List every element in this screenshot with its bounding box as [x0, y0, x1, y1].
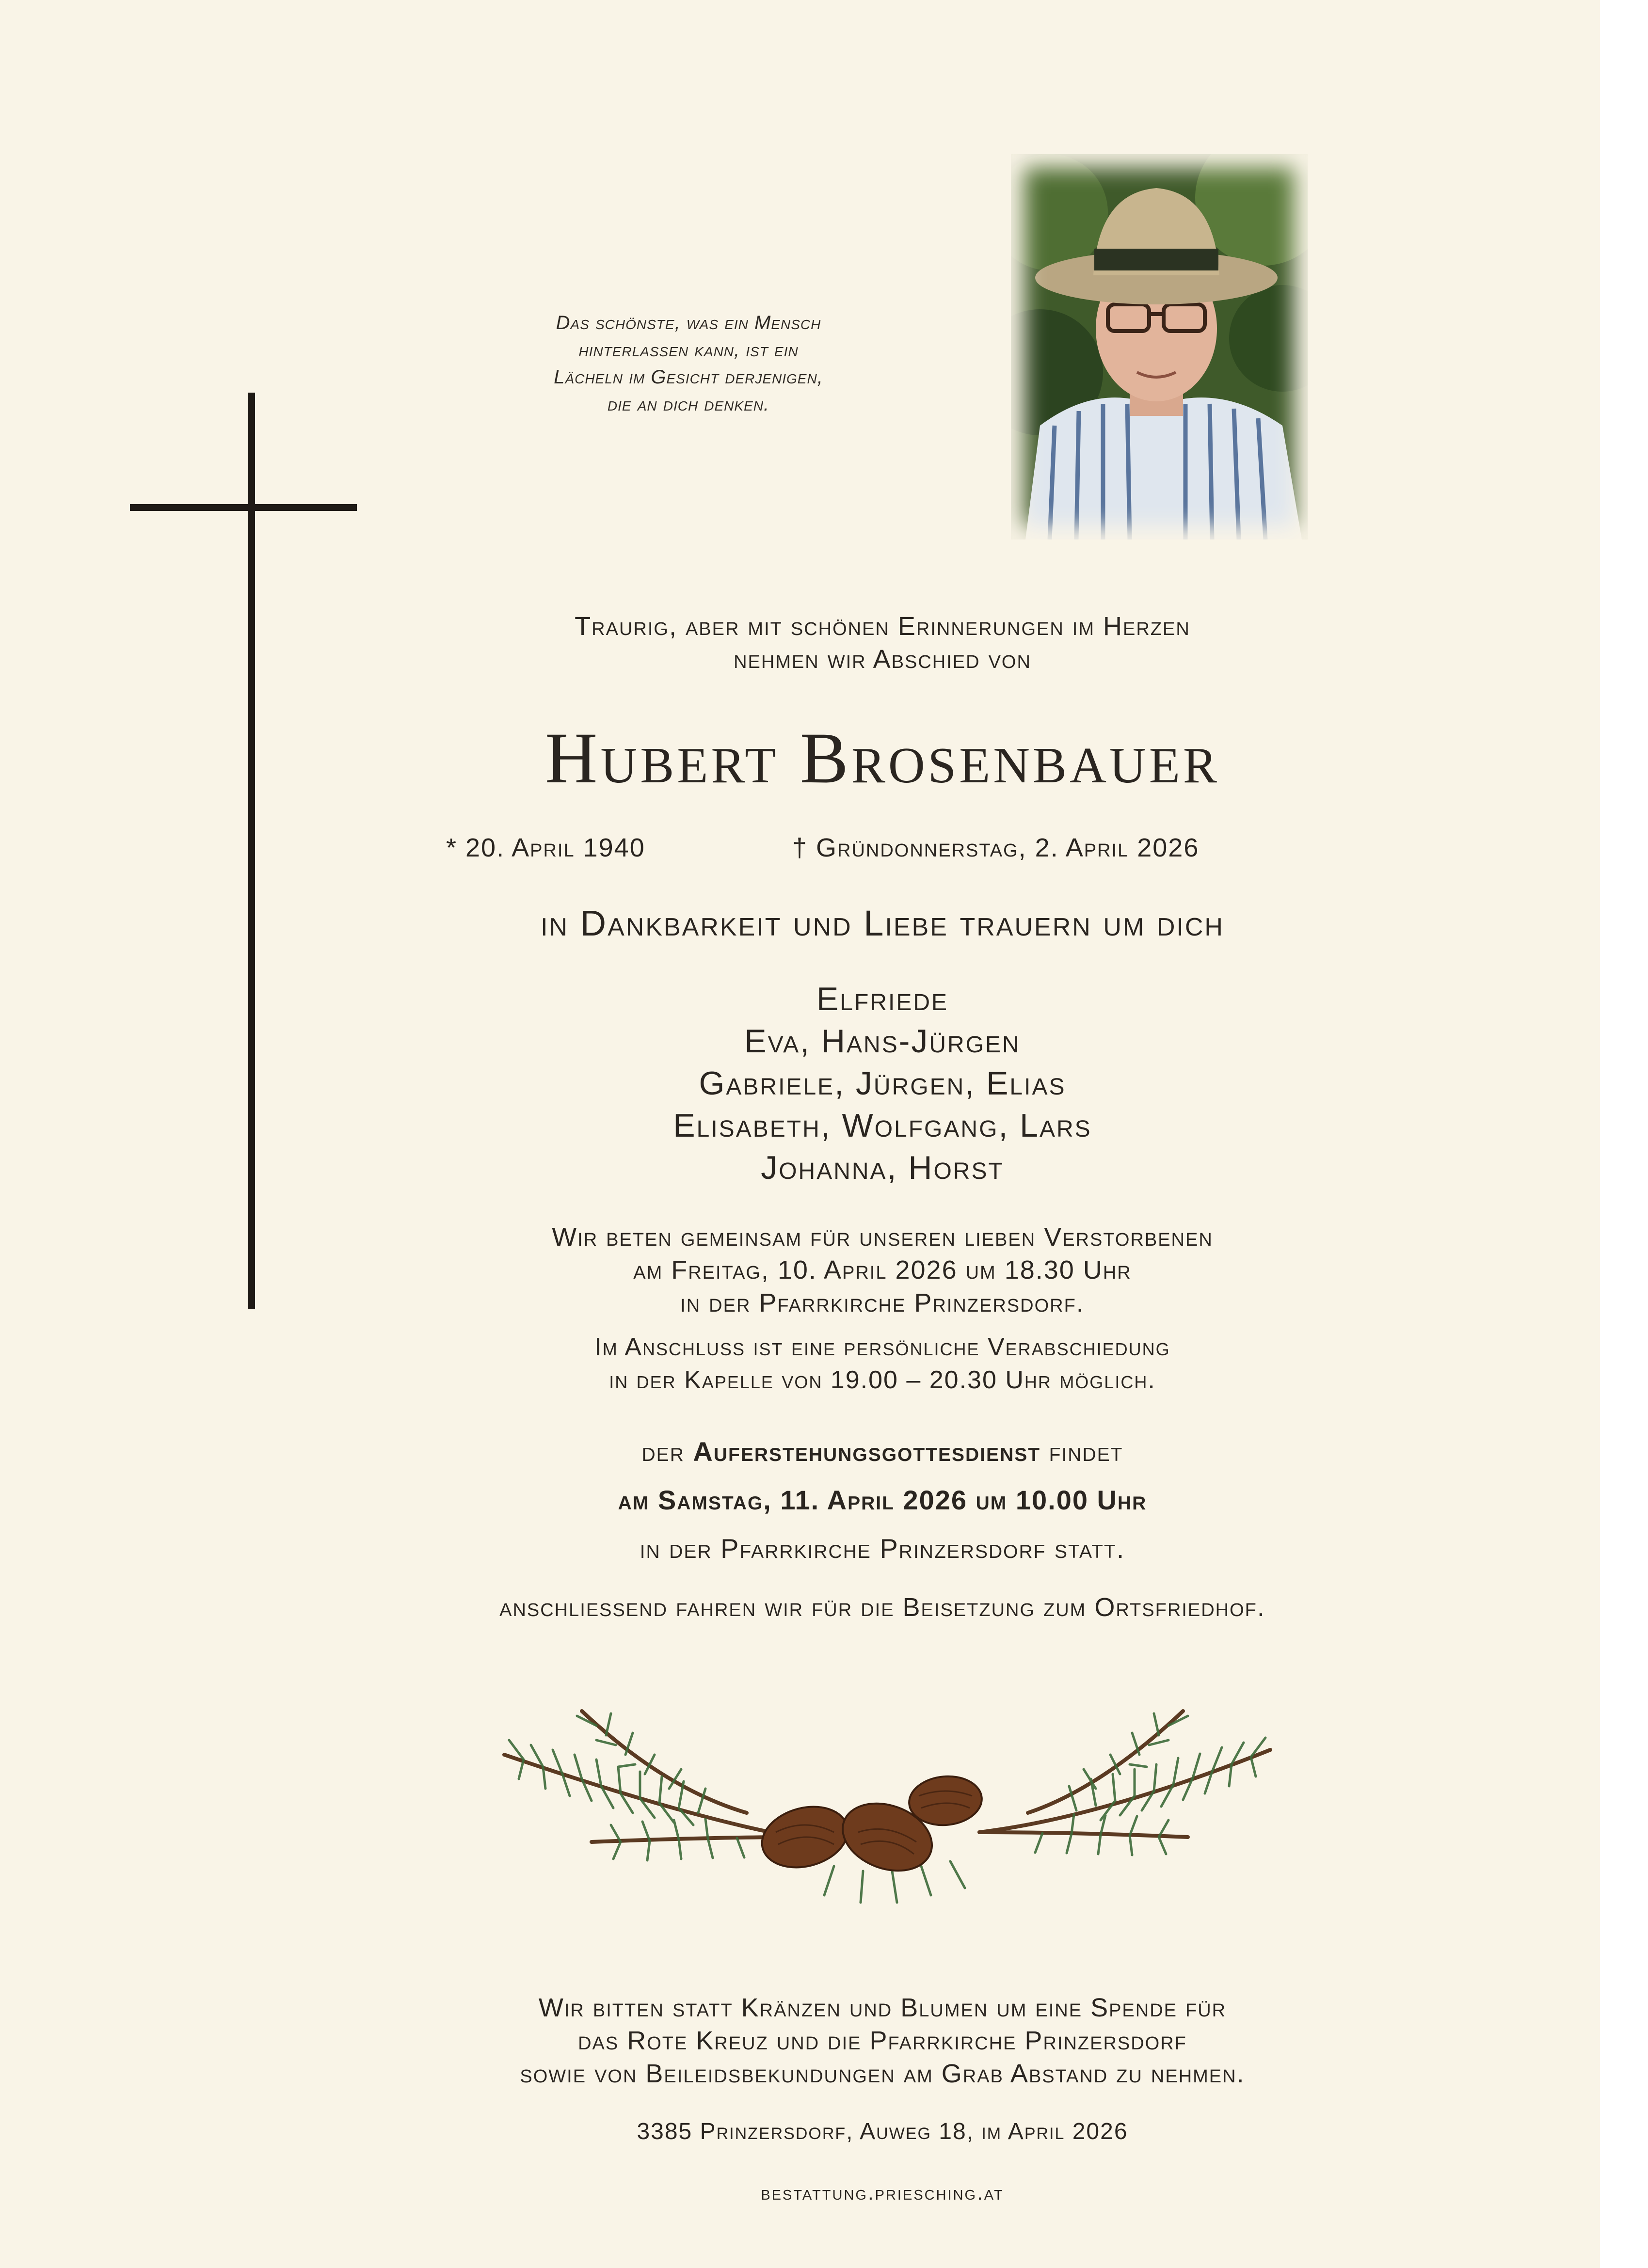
- quote-line: hinterlassen kann, ist ein: [578, 339, 799, 361]
- service-date: am Samstag, 11. April 2026 um 10.00 Uhr: [618, 1485, 1147, 1515]
- request-line: Wir bitten statt Kränzen und Blumen um eine Spende für: [538, 1993, 1227, 2022]
- quote-line: Lächeln im Gesicht derjenigen,: [554, 366, 823, 388]
- farewell-info: [0, 1331, 1648, 1396]
- family-member: Elisabeth, Wolfgang, Lars: [673, 1107, 1092, 1144]
- request-line: das Rote Kreuz und die Pfarrkirche Prinzersdorf: [578, 2026, 1187, 2055]
- address-line: 3385 Prinzersdorf, Auweg 18, im April 2026: [637, 2119, 1128, 2144]
- farewell-line: in der Kapelle von 19.00 – 20.30 Uhr möglich.: [609, 1366, 1156, 1394]
- birth-date: * 20. April 1940: [446, 833, 645, 862]
- intro-line: nehmen wir Abschied von: [734, 645, 1031, 674]
- intro-text: [0, 610, 1648, 676]
- service-info: [0, 1427, 1648, 1573]
- pine-garland-icon: [495, 1692, 1280, 1927]
- deceased-name: Hubert Brosenbauer: [545, 718, 1220, 798]
- burial-info: anschliessend fahren wir für die Beisetzung zum Ortsfriedhof.: [499, 1593, 1265, 1622]
- prayer-info: [0, 1221, 1648, 1319]
- request-line: sowie von Beileidsbekundungen am Grab Abstand zu nehmen.: [520, 2059, 1245, 2088]
- family-member: Johanna, Horst: [761, 1149, 1004, 1186]
- family-member: Elfriede: [816, 981, 949, 1017]
- service-title: Auferstehungsgottesdienst: [693, 1436, 1041, 1467]
- quote-line: die an dich denken.: [607, 394, 770, 415]
- cross-icon-bar: [130, 504, 357, 511]
- service-line: der Auferstehungsgottesdienst findet: [641, 1436, 1123, 1467]
- prayer-line: am Freitag, 10. April 2026 um 18.30 Uhr: [633, 1255, 1132, 1285]
- mourning-line: in Dankbarkeit und Liebe trauern um dich: [541, 903, 1224, 943]
- prayer-line: in der Pfarrkirche Prinzersdorf.: [680, 1288, 1085, 1317]
- memorial-quote: [504, 309, 873, 418]
- family-list: [0, 978, 1648, 1189]
- prayer-line: Wir beten gemeinsam für unseren lieben Verstorbenen: [552, 1222, 1213, 1252]
- death-date: † Gründonnerstag, 2. April 2026: [792, 833, 1200, 862]
- family-member: Eva, Hans-Jürgen: [744, 1023, 1021, 1060]
- family-member: Gabriele, Jürgen, Elias: [699, 1065, 1066, 1102]
- quote-line: Das schönste, was ein Mensch: [556, 312, 821, 333]
- farewell-line: Im Anschluss ist eine persönliche Verabschiedung: [594, 1333, 1170, 1361]
- service-place: in der Pfarrkirche Prinzersdorf statt.: [640, 1533, 1125, 1564]
- intro-line: Traurig, aber mit schönen Erinnerungen im Herzen: [575, 612, 1190, 641]
- portrait-photo: [1011, 154, 1308, 539]
- website-link[interactable]: bestattung.priesching.at: [761, 2181, 1004, 2204]
- donation-request: [0, 1991, 1648, 2090]
